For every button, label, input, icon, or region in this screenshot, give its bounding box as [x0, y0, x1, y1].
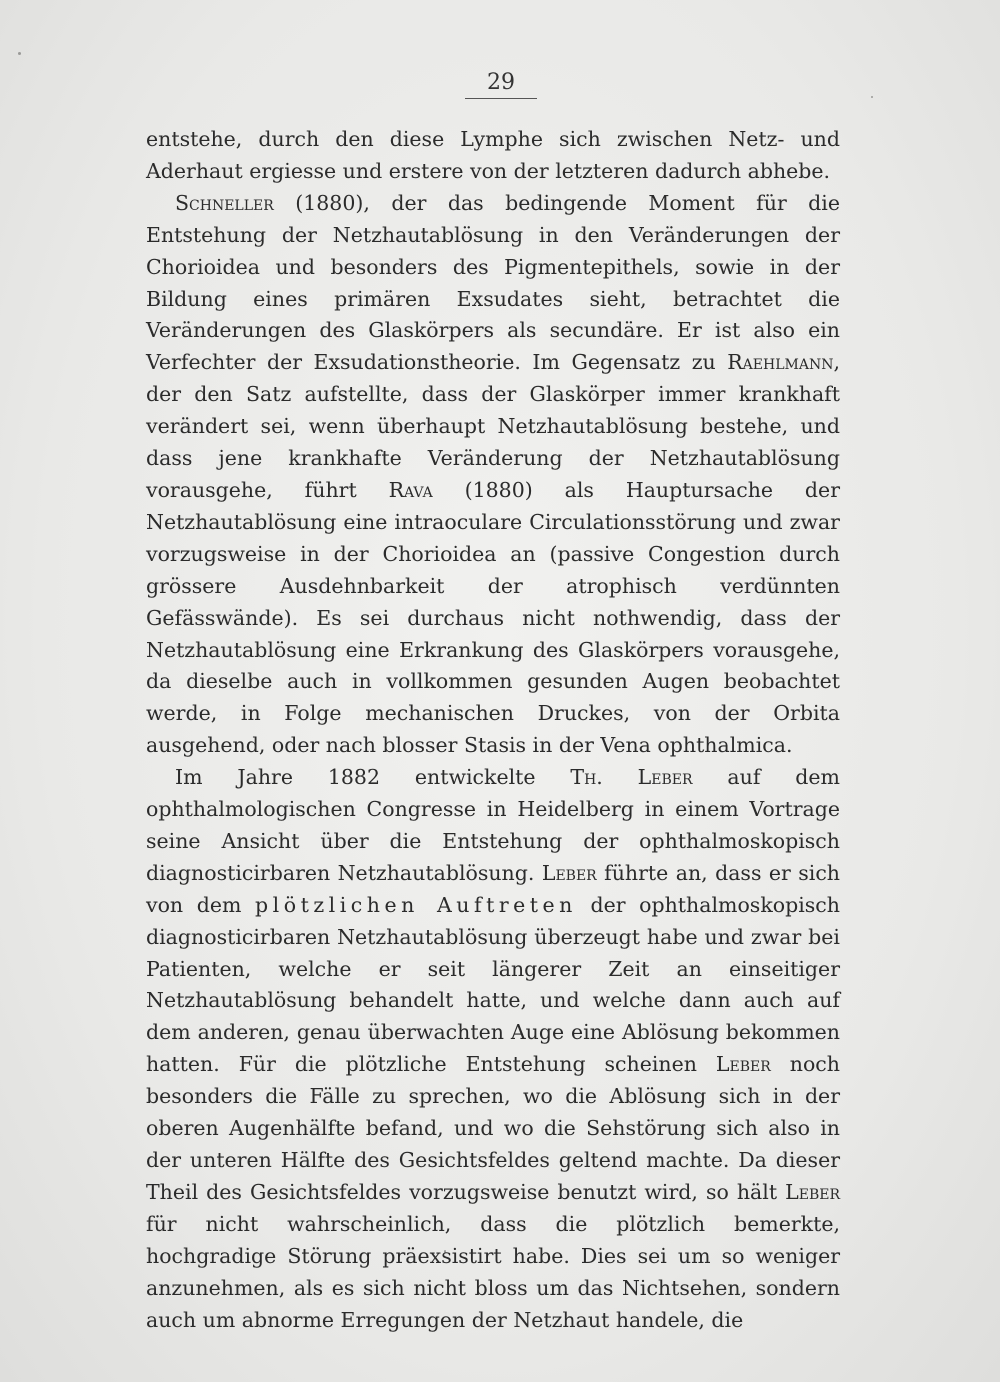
author-name: Leber [541, 860, 597, 885]
page-number-rule [465, 98, 537, 99]
author-name: Schneller [175, 190, 274, 215]
text-run: für nicht wahrscheinlich, dass die plötzlich bemerkte, hochgradige Störung präexsistirt habe. Dies sei um so weniger anzunehmen, als es sich nicht bloss um das Nichtsehen, sondern auch um abnorme Erregungen der Netzhaut handele, die [146, 1211, 840, 1332]
paper-speck [18, 52, 21, 55]
text-run: (1880) als Hauptursache der Netzhautablösung eine intraoculare Circulationsstörung und zwar vorzugsweise in der Chorioidea an (passive Congestion durch grössere Ausdehnbarkeit der atrophisch verdünnten Gefässwände). Es sei durchaus nicht nothwendig, dass der Netzhautablösung eine Erkrankung des Glaskörpers vorausgehe, da dieselbe auch in vollkommen gesunden Augen beobachtet werde, in Folge mechanischen Druckes, von der Orbita ausgehend, oder nach blosser Stasis in der Vena ophthalmica. [146, 477, 840, 758]
paragraph [146, 762, 840, 1336]
text-run: noch besonders die Fälle zu sprechen, wo die Ablösung sich in der oberen Augenhälfte befand, und wo die Sehstörung sich also in der unteren Hälfte des Gesichtsfeldes geltend machte. Da dieser Theil des Gesichtsfeldes vorzugsweise benutzt wird, so hält [146, 1052, 840, 1204]
author-name: Leber [785, 1179, 840, 1204]
paragraph [146, 124, 840, 188]
author-name: Leber [715, 1052, 771, 1077]
text-run: , der den Satz aufstellte, dass der Glaskörper immer krankhaft verändert sei, wenn überhaupt Netzhautablösung bestehe, und dass jene krankhafte Veränderung der Netzhautablösung vorausgehe, führt [146, 350, 840, 502]
text-run: führte an, dass er sich von dem [146, 860, 841, 917]
body-text [146, 124, 840, 1336]
page-number: 29 [487, 70, 515, 95]
author-name: Rava [388, 477, 433, 502]
emphasized-text: plötzlichen Auftreten [255, 892, 577, 917]
paper-speck [871, 96, 873, 98]
text-run: auf dem ophthalmologischen Congresse in Heidelberg in einem Vortrage seine Ansicht über die Entstehung der ophthalmoskopisch diagnosticirbaren Netzhautablösung. [146, 765, 840, 885]
text-run: entstehe, durch den diese Lymphe sich zwischen Netz- und Aderhaut ergiesse und erstere von der letzteren dadurch abhebe. [146, 127, 840, 183]
text-run: Im Jahre 1882 entwickelte [175, 765, 571, 790]
text-run: (1880), der das bedingende Moment für die Entstehung der Netzhautablösung in den Veränderungen der Chorioidea und besonders des Pigmentepithels, sowie in der Bildung eines primären Exsudates sieht, betrachtet die Veränderungen des Glaskörpers als secundäre. Er ist also ein Verfechter der Exsudationstheorie. Im Gegensatz zu [146, 190, 840, 375]
author-name: Raehlmann [727, 350, 834, 375]
text-run: der ophthalmoskopisch diagnosticirbaren Netzhautablösung überzeugt habe und zwar bei Patienten, welche er seit längerer Zeit an einseitiger Netzhautablösung behandelt hatte, und welche dann auch auf dem anderen, genau überwachten Auge eine Ablösung bekommen hatten. Für die plötzliche Entstehung scheinen [146, 892, 840, 1077]
paragraph [146, 188, 840, 762]
author-name: Th. Leber [570, 765, 693, 790]
